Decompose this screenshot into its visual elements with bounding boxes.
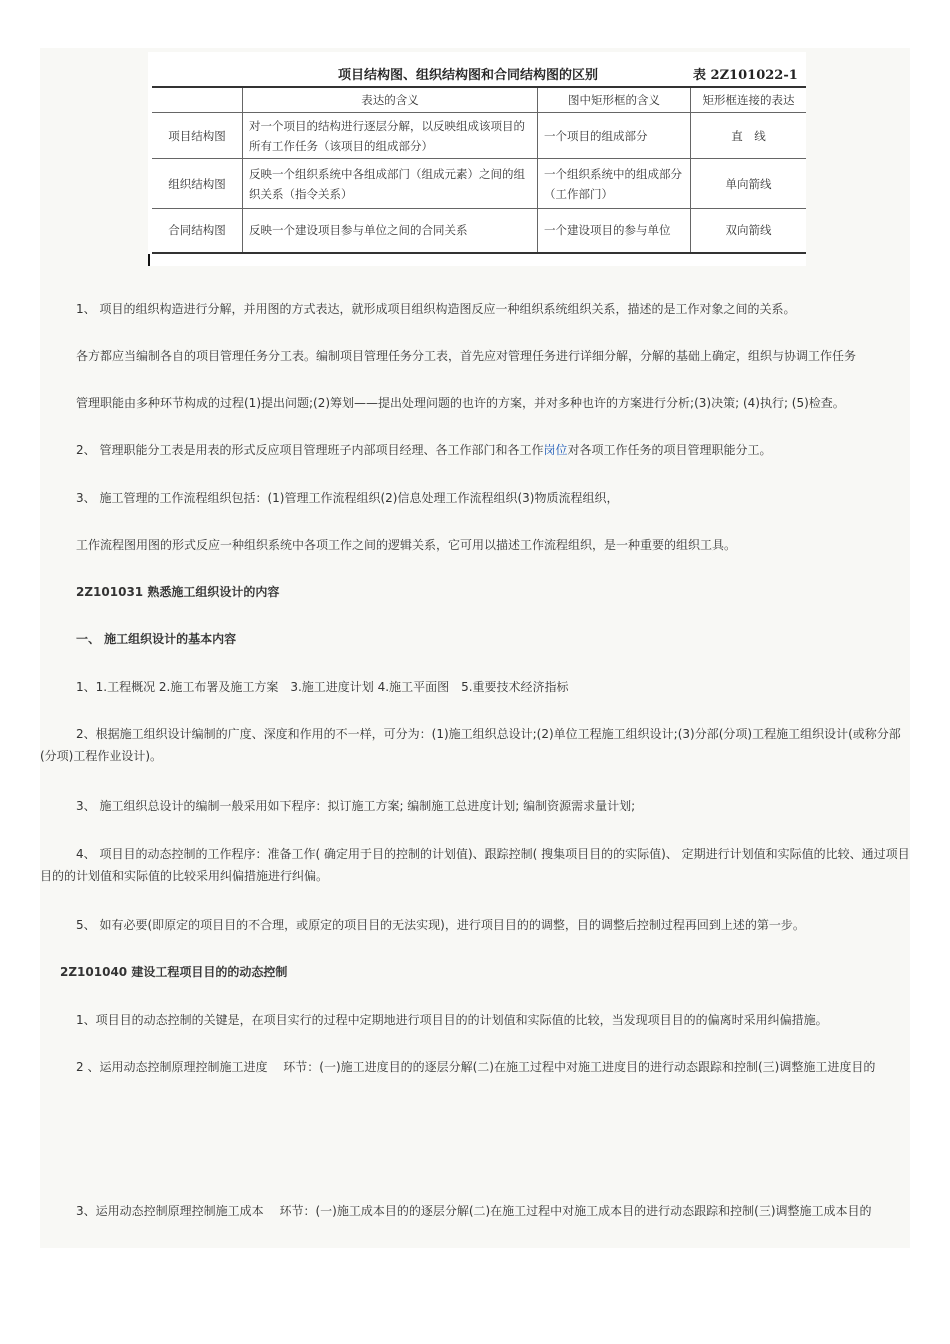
table-code: 表 2Z101022-1 xyxy=(693,68,798,83)
paragraph: 1、1.工程概况 2.施工布署及施工方案 3.施工进度计划 4.施工平面图 5.重要技术经济指标 xyxy=(76,680,569,694)
table-cell: 对一个项目的结构进行逐层分解，以反映组成该项目的所有工作任务（该项目的组成部分） xyxy=(243,113,538,159)
paragraph: 3、运用动态控制原理控制施工成本 环节：(一)施工成本目的的逐层分解(二)在施工过程中对施工成本目的进行动态跟踪和控制(三)调整施工成本目的 xyxy=(76,1204,872,1218)
comparison-table xyxy=(152,86,806,254)
paragraph: 3、 施工组织总设计的编制一般采用如下程序：拟订施工方案; 编制施工总进度计划; 编制资源需求量计划; xyxy=(76,799,636,813)
paragraph: 1、 项目的组织构造进行分解，并用图的方式表达，就形成项目组织构造图反应一种组织系统组织关系，描述的是工作对象之间的关系。 xyxy=(76,302,796,316)
table-cell: 单向箭线 xyxy=(691,159,807,209)
table-header-cell xyxy=(152,87,243,113)
paragraph: 管理职能由多种环节构成的过程(1)提出问题;(2)筹划——提出处理问题的也许的方案，并对多种也许的方案进行分析;(3)决策; (4)执行; (5)检查。 xyxy=(76,396,845,410)
post-link[interactable]: 岗位 xyxy=(543,443,568,457)
table-header-cell: 矩形框连接的表达 xyxy=(691,87,807,113)
table-cell: 一个组织系统中的组成部分（工作部门） xyxy=(538,159,691,209)
paragraph: 2 、运用动态控制原理控制施工进度 环节：(一)施工进度目的的逐层分解(二)在施工过程中对施工进度目的进行动态跟踪和控制(三)调整施工进度目的 xyxy=(76,1060,876,1074)
table-header-cell: 图中矩形框的含义 xyxy=(538,87,691,113)
comparison-table-image xyxy=(148,52,806,266)
paragraph: 工作流程图用图的形式反应一种组织系统中各项工作之间的逻辑关系，它可用以描述工作流程组织，是一种重要的组织工具。 xyxy=(76,538,737,552)
paragraph: 5、 如有必要(即原定的项目目的不合理，或原定的项目目的无法实现)，进行项目目的的调整，目的调整后控制过程再回到上述的第一步。 xyxy=(76,918,805,932)
table-row xyxy=(152,209,806,253)
table-header-cell: 表达的含义 xyxy=(243,87,538,113)
paragraph: 3、 施工管理的工作流程组织包括：(1)管理工作流程组织(2)信息处理工作流程组织(3)物质流程组织， xyxy=(76,491,619,505)
section-heading: 一、 施工组织设计的基本内容 xyxy=(76,632,237,646)
paragraph: 4、 项目目的动态控制的工作程序：准备工作( 确定用于目的控制的计划值)、跟踪控制( 搜集项目目的的实际值)、 定期进行计划值和实际值的比较、通过项目目的的计划值和实际值的比较采用纠偏措施进行纠偏。 xyxy=(40,847,910,883)
table-cell: 直 线 xyxy=(691,113,807,159)
paragraph-text: 2、 管理职能分工表是用表的形式反应项目管理班子内部项目经理、各工作部门和各工作 xyxy=(76,443,544,457)
table-cell: 一个建设项目的参与单位 xyxy=(538,209,691,253)
table-cell: 双向箭线 xyxy=(691,209,807,253)
table-cell: 反映一个建设项目参与单位之间的合同关系 xyxy=(243,209,538,253)
table-title: 项目结构图、组织结构图和合同结构图的区别 xyxy=(338,68,599,83)
table-header-row xyxy=(152,87,806,113)
scan-edge-mark xyxy=(148,254,150,266)
section-heading: 2Z101031 熟悉施工组织设计的内容 xyxy=(76,585,280,599)
table-cell: 合同结构图 xyxy=(152,209,243,253)
table-cell: 反映一个组织系统中各组成部门（组成元素）之间的组织关系（指令关系） xyxy=(243,159,538,209)
paragraph: 2、根据施工组织设计编制的广度、深度和作用的不一样，可分为：(1)施工组织总设计;(2)单位工程施工组织设计;(3)分部(分项)工程施工组织设计(或称分部(分项)工程作业设计)。 xyxy=(40,727,901,763)
paragraph: 1、项目目的动态控制的关键是，在项目实行的过程中定期地进行项目目的的计划值和实际值的比较，当发现项目目的的偏离时采用纠偏措施。 xyxy=(76,1013,828,1027)
paragraph: 各方都应当编制各自的项目管理任务分工表。编制项目管理任务分工表，首先应对管理任务进行详细分解，分解的基础上确定，组织与协调工作任务 xyxy=(76,349,857,363)
section-heading: 2Z101040 建设工程项目目的的动态控制 xyxy=(60,965,288,979)
table-cell: 项目结构图 xyxy=(152,113,243,159)
paragraph xyxy=(40,439,910,461)
table-cell: 组织结构图 xyxy=(152,159,243,209)
table-row xyxy=(152,159,806,209)
table-cell: 一个项目的组成部分 xyxy=(538,113,691,159)
table-row xyxy=(152,113,806,159)
paragraph-text: 对各项工作任务的项目管理职能分工。 xyxy=(567,443,772,457)
